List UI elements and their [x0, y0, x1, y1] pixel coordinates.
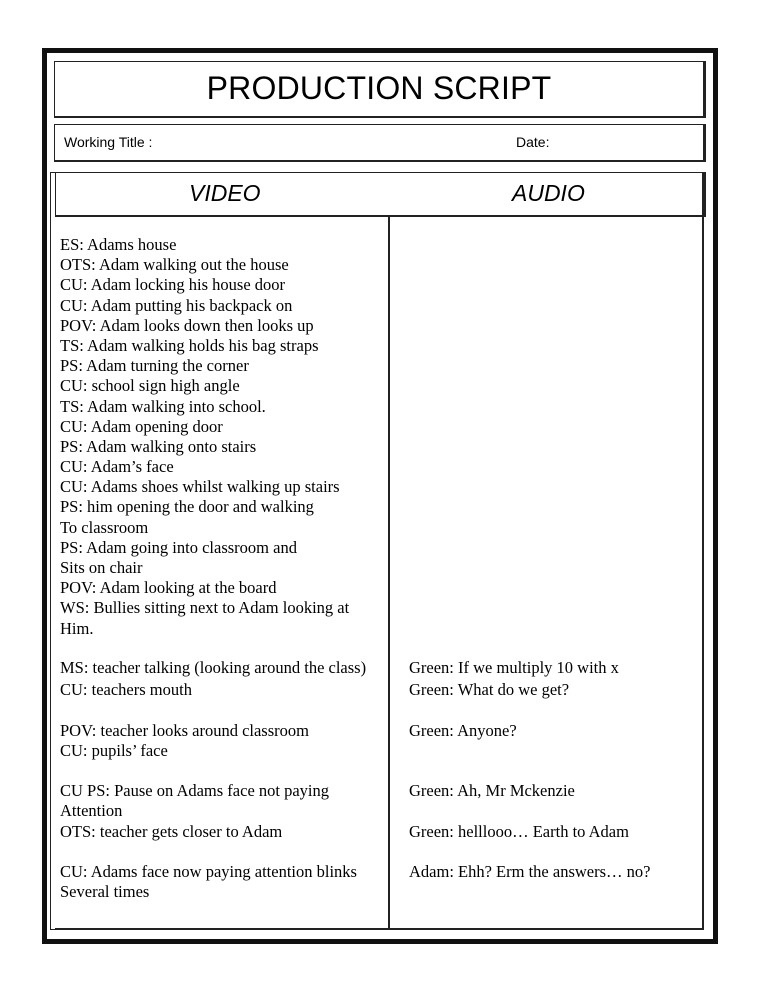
- shot-line: ES: Adams house: [60, 235, 177, 254]
- shot-line: WS: Bullies sitting next to Adam looking at: [60, 598, 350, 618]
- video-line: CU: Adams face now paying attention blinks: [60, 862, 357, 881]
- shot-line: Him.: [60, 618, 94, 638]
- audio-column-header: AUDIO: [512, 180, 585, 206]
- info-row: [54, 124, 706, 162]
- shot-line: CU: Adams shoes whilst walking up stairs: [60, 477, 340, 497]
- audio-line: Green: If we multiply 10 with x: [409, 658, 619, 677]
- date-label: Date:: [516, 134, 550, 150]
- shot-line: CU: Adam opening door: [60, 416, 223, 436]
- video-cell: [60, 721, 309, 761]
- audio-cell: [409, 822, 629, 842]
- video-line: Attention: [60, 801, 123, 821]
- video-line: POV: teacher looks around classroom: [60, 721, 309, 740]
- column-header-row: [55, 172, 706, 217]
- video-line: CU: pupils’ face: [60, 741, 168, 761]
- table-bottom-rule: [55, 928, 703, 930]
- video-line: OTS: teacher gets closer to Adam: [60, 822, 283, 841]
- column-divider: [388, 216, 390, 930]
- video-line: CU: teachers mouth: [60, 679, 192, 699]
- shot-line: PS: him opening the door and walking: [60, 497, 314, 517]
- video-shot-list: [60, 235, 349, 639]
- audio-line: Green: Ah, Mr Mckenzie: [409, 781, 575, 800]
- audio-line: Green: helllooo… Earth to Adam: [409, 822, 629, 841]
- audio-cell: [409, 658, 619, 700]
- shot-line: CU: school sign high angle: [60, 376, 240, 396]
- video-cell: [60, 822, 282, 842]
- video-cell: [60, 658, 366, 700]
- audio-line: Green: What do we get?: [409, 679, 570, 699]
- video-line: Several times: [60, 882, 150, 902]
- shot-line: PS: Adam going into classroom and: [60, 537, 297, 557]
- working-title-label: Working Title :: [64, 134, 153, 150]
- page-title: PRODUCTION SCRIPT: [206, 70, 552, 106]
- shot-line: TS: Adam walking holds his bag straps: [60, 335, 319, 355]
- shot-line: CU: Adam putting his backpack on: [60, 295, 293, 315]
- video-line: CU PS: Pause on Adams face not paying: [60, 781, 330, 800]
- audio-line: Green: Anyone?: [409, 721, 517, 740]
- shot-line: PS: Adam walking onto stairs: [60, 436, 257, 456]
- audio-cell: [409, 862, 650, 882]
- video-column-header: VIDEO: [189, 180, 261, 206]
- audio-line: Adam: Ehh? Erm the answers… no?: [409, 862, 651, 881]
- shot-line: POV: Adam looking at the board: [60, 578, 277, 598]
- shot-line: TS: Adam walking into school.: [60, 396, 266, 416]
- video-cell: [60, 781, 329, 821]
- video-cell: [60, 862, 357, 902]
- shot-line: POV: Adam looks down then looks up: [60, 315, 314, 335]
- shot-line: CU: Adam’s face: [60, 457, 174, 477]
- shot-line: Sits on chair: [60, 558, 143, 577]
- shot-line: To classroom: [60, 517, 149, 537]
- shot-line: PS: Adam turning the corner: [60, 356, 249, 376]
- audio-cell: [409, 721, 517, 741]
- title-box: [54, 61, 706, 118]
- audio-cell: [409, 781, 575, 801]
- shot-line: CU: Adam locking his house door: [60, 275, 286, 295]
- video-line: MS: teacher talking (looking around the class): [60, 658, 367, 677]
- shot-line: OTS: Adam walking out the house: [60, 255, 289, 275]
